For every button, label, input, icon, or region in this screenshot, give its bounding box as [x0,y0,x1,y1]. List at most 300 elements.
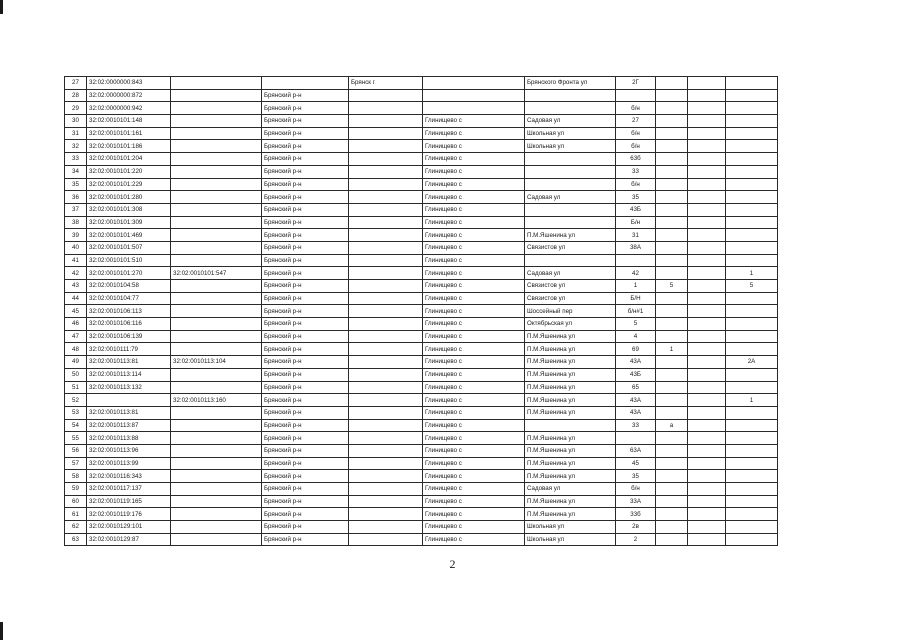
house-number-cell: 63б [616,153,656,166]
linked-cadastral-number-cell [171,127,262,140]
house-number-cell: 4 [616,330,656,343]
city-cell [349,508,423,521]
settlement-cell [423,102,525,115]
settlement-cell: Глинищево с [423,203,525,216]
district-cell: Брянский р-н [262,533,349,546]
district-cell: Брянский р-н [262,89,349,102]
structure-cell [688,102,726,115]
row-number-cell: 61 [65,508,87,521]
structure-cell [688,292,726,305]
city-cell [349,381,423,394]
district-cell [262,77,349,90]
house-number-cell: Б/Н [616,292,656,305]
linked-cadastral-number-cell [171,470,262,483]
district-cell: Брянский р-н [262,191,349,204]
building-cell [656,495,688,508]
linked-cadastral-number-cell [171,140,262,153]
city-cell: Брянск г [349,77,423,90]
city-cell [349,127,423,140]
linked-cadastral-number-cell [171,343,262,356]
street-cell: Связистов ул [525,292,616,305]
row-number-cell: 41 [65,254,87,267]
street-cell: П.М.Яшенина ул [525,470,616,483]
street-cell [525,102,616,115]
city-cell [349,267,423,280]
cadastral-number-cell: 32:02:0000000:843 [87,77,171,90]
house-number-cell: 35 [616,470,656,483]
settlement-cell: Глинищево с [423,432,525,445]
city-cell [349,165,423,178]
settlement-cell: Глинищево с [423,521,525,534]
house-number-cell: 35 [616,191,656,204]
district-cell: Брянский р-н [262,483,349,496]
street-cell: П.М.Яшенина ул [525,368,616,381]
table-row [65,457,778,470]
building-cell [656,533,688,546]
cadastral-number-cell: 32:02:0010101:309 [87,216,171,229]
cadastral-number-cell: 32:02:0010129:101 [87,521,171,534]
structure-cell [688,432,726,445]
structure-cell [688,356,726,369]
table-row [65,77,778,90]
structure-cell [688,140,726,153]
scan-edge-mark-top [0,0,3,14]
table-row [65,356,778,369]
city-cell [349,229,423,242]
structure-cell [688,203,726,216]
settlement-cell: Глинищево с [423,254,525,267]
district-cell: Брянский р-н [262,381,349,394]
building-cell [656,444,688,457]
settlement-cell: Глинищево с [423,191,525,204]
row-number-cell: 57 [65,457,87,470]
apartment-cell [726,483,778,496]
structure-cell [688,153,726,166]
building-cell [656,102,688,115]
linked-cadastral-number-cell [171,508,262,521]
apartment-cell [726,292,778,305]
linked-cadastral-number-cell [171,495,262,508]
city-cell [349,178,423,191]
city-cell [349,254,423,267]
table-row [65,444,778,457]
district-cell: Брянский р-н [262,406,349,419]
street-cell [525,254,616,267]
linked-cadastral-number-cell [171,178,262,191]
row-number-cell: 30 [65,115,87,128]
building-cell [656,254,688,267]
building-cell [656,470,688,483]
house-number-cell: 33б [616,508,656,521]
city-cell [349,457,423,470]
settlement-cell: Глинищево с [423,229,525,242]
cadastral-number-cell: 32:02:0010101:220 [87,165,171,178]
building-cell [656,267,688,280]
table-row [65,368,778,381]
structure-cell [688,483,726,496]
table-row [65,140,778,153]
structure-cell [688,444,726,457]
building-cell [656,165,688,178]
house-number-cell: б/н [616,127,656,140]
row-number-cell: 43 [65,280,87,293]
scan-edge-mark-bottom [0,622,3,640]
linked-cadastral-number-cell: 32:02:0010101:547 [171,267,262,280]
city-cell [349,406,423,419]
structure-cell [688,115,726,128]
cadastral-number-cell: 32:02:0010101:161 [87,127,171,140]
district-cell: Брянский р-н [262,178,349,191]
cadastral-number-cell: 32:02:0010104:77 [87,292,171,305]
district-cell: Брянский р-н [262,356,349,369]
city-cell [349,280,423,293]
building-cell [656,356,688,369]
district-cell: Брянский р-н [262,470,349,483]
table-row [65,508,778,521]
row-number-cell: 33 [65,153,87,166]
linked-cadastral-number-cell [171,254,262,267]
city-cell [349,495,423,508]
apartment-cell [726,254,778,267]
building-cell [656,89,688,102]
apartment-cell [726,318,778,331]
house-number-cell: 69 [616,343,656,356]
apartment-cell [726,127,778,140]
table-row [65,343,778,356]
row-number-cell: 45 [65,305,87,318]
linked-cadastral-number-cell [171,457,262,470]
district-cell: Брянский р-н [262,229,349,242]
building-cell [656,241,688,254]
house-number-cell: б/н#1 [616,305,656,318]
city-cell [349,115,423,128]
city-cell [349,343,423,356]
house-number-cell: 1 [616,280,656,293]
district-cell: Брянский р-н [262,419,349,432]
house-number-cell: 43Б [616,368,656,381]
city-cell [349,356,423,369]
house-number-cell: 27 [616,115,656,128]
linked-cadastral-number-cell: 32:02:0010113:104 [171,356,262,369]
house-number-cell: 2Г [616,77,656,90]
apartment-cell: 2А [726,356,778,369]
table-row [65,216,778,229]
street-cell [525,178,616,191]
apartment-cell [726,115,778,128]
settlement-cell: Глинищево с [423,178,525,191]
city-cell [349,216,423,229]
apartment-cell [726,229,778,242]
settlement-cell: Глинищево с [423,140,525,153]
apartment-cell [726,77,778,90]
row-number-cell: 42 [65,267,87,280]
house-number-cell: 43А [616,406,656,419]
city-cell [349,305,423,318]
apartment-cell [726,343,778,356]
table-row [65,127,778,140]
house-number-cell: 2 [616,533,656,546]
settlement-cell: Глинищево с [423,292,525,305]
house-number-cell: 33А [616,495,656,508]
linked-cadastral-number-cell [171,432,262,445]
row-number-cell: 31 [65,127,87,140]
cadastral-number-cell: 32:02:0010119:176 [87,508,171,521]
cadastral-number-cell: 32:02:0010116:343 [87,470,171,483]
table-row [65,483,778,496]
house-number-cell: 63А [616,444,656,457]
settlement-cell: Глинищево с [423,305,525,318]
district-cell: Брянский р-н [262,115,349,128]
cadastral-number-cell: 32:02:0010113:132 [87,381,171,394]
street-cell: П.М.Яшенина ул [525,457,616,470]
house-number-cell: 33 [616,419,656,432]
city-cell [349,89,423,102]
apartment-cell [726,89,778,102]
linked-cadastral-number-cell [171,533,262,546]
city-cell [349,102,423,115]
street-cell [525,89,616,102]
table-row [65,241,778,254]
city-cell [349,191,423,204]
apartment-cell [726,521,778,534]
building-cell [656,406,688,419]
house-number-cell: 65 [616,381,656,394]
cadastral-number-cell: 32:02:0000000:872 [87,89,171,102]
house-number-cell: 38А [616,241,656,254]
linked-cadastral-number-cell [171,115,262,128]
building-cell [656,191,688,204]
district-cell: Брянский р-н [262,153,349,166]
building-cell [656,521,688,534]
linked-cadastral-number-cell [171,305,262,318]
building-cell: а [656,419,688,432]
linked-cadastral-number-cell [171,153,262,166]
district-cell: Брянский р-н [262,508,349,521]
cadastral-number-cell: 32:02:0010129:87 [87,533,171,546]
structure-cell [688,305,726,318]
street-cell: П.М.Яшенина ул [525,406,616,419]
table-row [65,381,778,394]
street-cell: Связистов ул [525,241,616,254]
city-cell [349,318,423,331]
apartment-cell: 5 [726,280,778,293]
structure-cell [688,419,726,432]
cadastral-number-cell: 32:02:0010113:114 [87,368,171,381]
apartment-cell [726,241,778,254]
street-cell: Школьная ул [525,140,616,153]
apartment-cell [726,330,778,343]
row-number-cell: 29 [65,102,87,115]
linked-cadastral-number-cell [171,406,262,419]
district-cell: Брянский р-н [262,521,349,534]
building-cell [656,381,688,394]
city-cell [349,203,423,216]
row-number-cell: 46 [65,318,87,331]
linked-cadastral-number-cell [171,381,262,394]
district-cell: Брянский р-н [262,280,349,293]
settlement-cell: Глинищево с [423,533,525,546]
settlement-cell: Глинищево с [423,381,525,394]
district-cell: Брянский р-н [262,343,349,356]
street-cell: Шоссейный пер [525,305,616,318]
cadastral-register-table [64,76,778,546]
building-cell [656,216,688,229]
district-cell: Брянский р-н [262,241,349,254]
apartment-cell [726,457,778,470]
street-cell: Садовая ул [525,483,616,496]
apartment-cell [726,533,778,546]
row-number-cell: 58 [65,470,87,483]
apartment-cell [726,153,778,166]
row-number-cell: 49 [65,356,87,369]
structure-cell [688,165,726,178]
building-cell [656,432,688,445]
linked-cadastral-number-cell [171,216,262,229]
street-cell: П.М.Яшенина ул [525,343,616,356]
building-cell [656,203,688,216]
structure-cell [688,457,726,470]
building-cell [656,178,688,191]
cadastral-number-cell: 32:02:0010119:165 [87,495,171,508]
row-number-cell: 48 [65,343,87,356]
structure-cell [688,89,726,102]
structure-cell [688,394,726,407]
linked-cadastral-number-cell [171,292,262,305]
cadastral-number-cell: 32:02:0010101:186 [87,140,171,153]
house-number-cell: 42 [616,267,656,280]
linked-cadastral-number-cell [171,280,262,293]
table-row [65,521,778,534]
settlement-cell: Глинищево с [423,457,525,470]
district-cell: Брянский р-н [262,495,349,508]
apartment-cell [726,419,778,432]
structure-cell [688,254,726,267]
structure-cell [688,241,726,254]
city-cell [349,241,423,254]
cadastral-number-cell: 32:02:0010113:81 [87,406,171,419]
row-number-cell: 37 [65,203,87,216]
cadastral-number-cell: 32:02:0010101:204 [87,153,171,166]
row-number-cell: 38 [65,216,87,229]
street-cell: П.М.Яшенина ул [525,508,616,521]
structure-cell [688,406,726,419]
table-row [65,330,778,343]
cadastral-number-cell: 32:02:0010106:113 [87,305,171,318]
settlement-cell: Глинищево с [423,330,525,343]
cadastral-number-cell: 32:02:0010113:99 [87,457,171,470]
structure-cell [688,229,726,242]
linked-cadastral-number-cell [171,77,262,90]
house-number-cell: б/н [616,178,656,191]
structure-cell [688,216,726,229]
district-cell: Брянский р-н [262,203,349,216]
table-row [65,318,778,331]
table-row [65,89,778,102]
building-cell [656,115,688,128]
cadastral-number-cell: 32:02:0000000:942 [87,102,171,115]
apartment-cell [726,178,778,191]
structure-cell [688,77,726,90]
street-cell: Брянского Фронта ул [525,77,616,90]
structure-cell [688,533,726,546]
row-number-cell: 59 [65,483,87,496]
cadastral-number-cell: 32:02:0010113:81 [87,356,171,369]
table-row [65,153,778,166]
apartment-cell [726,140,778,153]
row-number-cell: 53 [65,406,87,419]
linked-cadastral-number-cell [171,368,262,381]
street-cell: Садовая ул [525,115,616,128]
linked-cadastral-number-cell [171,229,262,242]
settlement-cell [423,77,525,90]
district-cell: Брянский р-н [262,102,349,115]
table-row [65,292,778,305]
cadastral-number-cell: 32:02:0010101:469 [87,229,171,242]
district-cell: Брянский р-н [262,457,349,470]
district-cell: Брянский р-н [262,267,349,280]
table-row [65,191,778,204]
district-cell: Брянский р-н [262,318,349,331]
building-cell [656,483,688,496]
settlement-cell: Глинищево с [423,318,525,331]
row-number-cell: 40 [65,241,87,254]
cadastral-number-cell: 32:02:0010101:510 [87,254,171,267]
street-cell: Связистов ул [525,280,616,293]
structure-cell [688,495,726,508]
settlement-cell: Глинищево с [423,368,525,381]
row-number-cell: 54 [65,419,87,432]
building-cell [656,368,688,381]
cadastral-number-cell: 32:02:0010106:139 [87,330,171,343]
district-cell: Брянский р-н [262,368,349,381]
table-row [65,533,778,546]
table-row [65,115,778,128]
cadastral-number-cell: 32:02:0010113:88 [87,432,171,445]
building-cell [656,127,688,140]
district-cell: Брянский р-н [262,432,349,445]
table-row [65,102,778,115]
register-table-body [65,77,778,546]
settlement-cell [423,89,525,102]
apartment-cell [726,368,778,381]
linked-cadastral-number-cell [171,521,262,534]
street-cell: П.М.Яшенина ул [525,381,616,394]
settlement-cell: Глинищево с [423,356,525,369]
cadastral-number-cell: 32:02:0010101:270 [87,267,171,280]
linked-cadastral-number-cell [171,330,262,343]
row-number-cell: 62 [65,521,87,534]
settlement-cell: Глинищево с [423,419,525,432]
cadastral-number-cell: 32:02:0010117:137 [87,483,171,496]
settlement-cell: Глинищево с [423,267,525,280]
city-cell [349,292,423,305]
cadastral-number-cell: 32:02:0010113:87 [87,419,171,432]
structure-cell [688,330,726,343]
building-cell [656,229,688,242]
row-number-cell: 27 [65,77,87,90]
apartment-cell [726,381,778,394]
settlement-cell: Глинищево с [423,115,525,128]
apartment-cell: 1 [726,267,778,280]
building-cell [656,77,688,90]
structure-cell [688,343,726,356]
settlement-cell: Глинищево с [423,483,525,496]
street-cell: Школьная ул [525,127,616,140]
linked-cadastral-number-cell [171,89,262,102]
district-cell: Брянский р-н [262,305,349,318]
table-row [65,394,778,407]
settlement-cell: Глинищево с [423,165,525,178]
